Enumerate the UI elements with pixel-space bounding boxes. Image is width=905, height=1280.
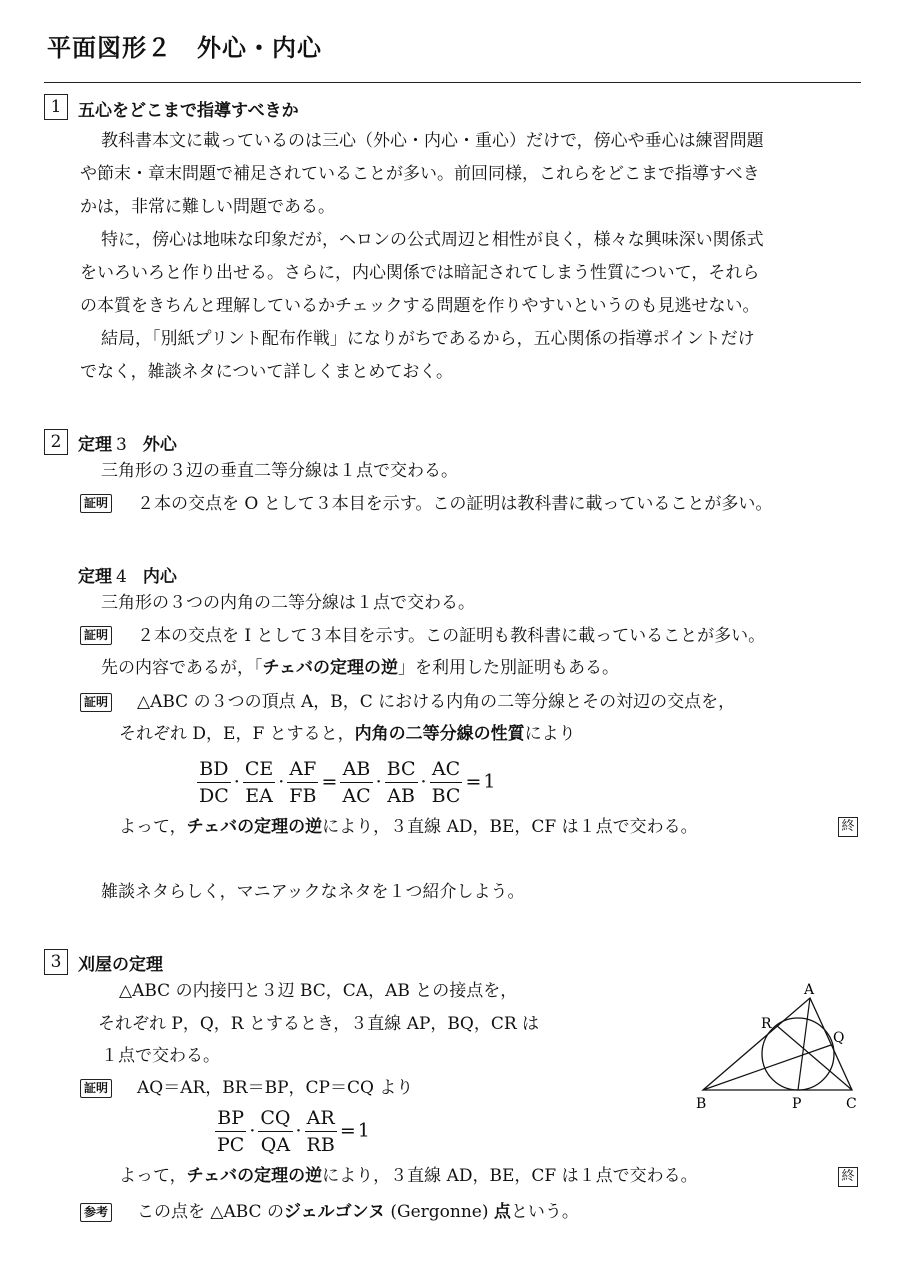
label-b: B xyxy=(696,1096,707,1112)
conclusion-text: よって， xyxy=(119,1166,187,1186)
section-2-number: 2 xyxy=(44,429,68,455)
multiply-dot: · xyxy=(249,1119,256,1142)
s1-line: 教科書本文に載っているのは三心（外心・内心・重心）だけで，傍心や垂心は練習問題 xyxy=(101,131,764,151)
s1-line: の本質をきちんと理解しているかチェックする問題を作りやすいというのも見逃せない。 xyxy=(80,296,760,316)
denominator: DC xyxy=(199,785,229,807)
theorem-3-heading xyxy=(78,430,177,455)
proof-badge: 証明 xyxy=(80,1079,112,1098)
s3-statement-line: それぞれ P，Q，R とするとき，３直線 AP，BQ，CR は xyxy=(98,1014,540,1034)
theorem-4-conclusion xyxy=(119,811,698,844)
conclusion-bold-text: チェバの定理の逆 xyxy=(186,1166,323,1186)
reference-text: (Gergonne) xyxy=(384,1202,494,1222)
denominator: PC xyxy=(217,1134,245,1156)
label-c: C xyxy=(846,1096,857,1112)
proof-badge: 証明 xyxy=(80,494,112,513)
denominator: FB xyxy=(289,785,317,807)
s1-line: 結局，「別紙プリント配布作戦」になりがちであるから，五心関係の指導ポイントだけ xyxy=(101,329,755,349)
denominator: AC xyxy=(342,785,371,807)
equals-sign: = xyxy=(465,770,482,793)
end-mark: 終 xyxy=(838,817,858,837)
theorem-name: 外心 xyxy=(142,435,177,455)
numerator: AC xyxy=(430,756,463,783)
cevian-ap xyxy=(798,998,810,1090)
title-divider xyxy=(44,82,861,83)
denominator: RB xyxy=(306,1134,335,1156)
incircle-triangle-figure xyxy=(690,975,870,1115)
note-bold-text: チェバの定理の逆 xyxy=(262,658,398,678)
triangle-abc xyxy=(703,998,852,1090)
s1-line: や節末・章末問題で補足されていることが多い。前回同様，これらをどこまで指導すべき xyxy=(80,164,760,184)
numerator: AF xyxy=(287,756,318,783)
numerator: CQ xyxy=(258,1105,292,1132)
s1-line: でなく，雑談ネタについて詳しくまとめておく。 xyxy=(80,362,453,382)
theorem-number: 3 xyxy=(116,435,127,455)
fraction xyxy=(215,1105,246,1158)
theorem-4-proof2-line1: △ABC の３つの頂点 A，B，C における内角の二等分線とその対辺の交点を， xyxy=(137,692,736,712)
reference-badge: 参考 xyxy=(80,1203,112,1222)
formula-result: 1 xyxy=(483,770,496,793)
numerator: BC xyxy=(385,756,418,783)
numerator: BD xyxy=(197,756,231,783)
fraction xyxy=(340,756,372,809)
proof-badge: 証明 xyxy=(80,626,112,645)
theorem-4-statement: 三角形の３つの内角の二等分線は１点で交わる。 xyxy=(101,593,475,613)
fraction xyxy=(430,756,463,809)
theorem-name: 内心 xyxy=(142,567,177,587)
multiply-dot: · xyxy=(278,770,285,793)
proof-badge: 証明 xyxy=(80,693,112,712)
theorem-4-heading xyxy=(78,562,177,587)
section-1-heading: 五心をどこまで指導すべきか xyxy=(78,101,299,121)
theorem-4-note xyxy=(101,652,619,685)
equals-sign: = xyxy=(321,770,338,793)
note-text: 」を利用した別証明もある。 xyxy=(398,658,619,678)
label-q: Q xyxy=(833,1030,845,1046)
numerator: CE xyxy=(243,756,275,783)
s1-line: 特に，傍心は地味な印象だが，ヘロンの公式周辺と相性が良く，様々な興味深い関係式 xyxy=(101,230,764,250)
theorem-number: 4 xyxy=(116,567,127,587)
conclusion-text: よって， xyxy=(119,817,187,837)
multiply-dot: · xyxy=(295,1119,302,1142)
reference-bold-text: ジェルゴンヌ xyxy=(283,1202,385,1222)
reference-bold-text: 点 xyxy=(493,1202,511,1222)
fraction xyxy=(385,756,418,809)
numerator: BP xyxy=(215,1105,246,1132)
section-1-number: 1 xyxy=(44,94,68,120)
page-title: 平面図形２ 外心・内心 xyxy=(47,34,322,62)
gergonne-formula xyxy=(214,1105,370,1158)
incircle xyxy=(762,1018,834,1090)
theorem-4-proof2-line2 xyxy=(119,718,576,751)
reference-text: この点を △ABC の xyxy=(137,1202,284,1222)
theorem-3-statement: 三角形の３辺の垂直二等分線は１点で交わる。 xyxy=(101,461,458,481)
note-text: 先の内容であるが，「 xyxy=(101,658,263,678)
s3-statement-line: １点で交わる。 xyxy=(101,1046,220,1066)
s3-reference xyxy=(137,1196,579,1229)
s3-statement-line: △ABC の内接円と３辺 BC，CA，AB との接点を， xyxy=(119,981,518,1001)
denominator: BC xyxy=(431,785,461,807)
theorem-label: 定理 xyxy=(78,435,112,455)
numerator: AB xyxy=(340,756,372,783)
chat-note: 雑談ネタらしく，マニアックなネタを１つ紹介しよう。 xyxy=(101,882,525,902)
fraction xyxy=(243,756,275,809)
denominator: AB xyxy=(387,785,415,807)
theorem-3-proof: ２本の交点を O として３本目を示す。この証明は教科書に載っていることが多い。 xyxy=(137,494,773,514)
ceva-formula xyxy=(196,756,495,809)
multiply-dot: · xyxy=(420,770,427,793)
s3-proof-line: AQ＝AR，BR＝BP，CP＝CQ より xyxy=(137,1078,414,1098)
denominator: EA xyxy=(245,785,273,807)
equals-sign: = xyxy=(339,1119,356,1142)
fraction xyxy=(305,1105,337,1158)
s1-line: をいろいろと作り出せる。さらに，内心関係では暗記されてしまう性質について，それら xyxy=(80,263,760,283)
conclusion-text: により，３直線 AD，BE，CF は１点で交わる。 xyxy=(322,1166,698,1186)
fraction xyxy=(287,756,318,809)
reference-text: という。 xyxy=(510,1202,579,1222)
s1-line: かは，非常に難しい問題である。 xyxy=(80,197,335,217)
section-3-heading: 刈屋の定理 xyxy=(78,955,163,975)
section-3-number: 3 xyxy=(44,949,68,975)
label-p: P xyxy=(792,1096,802,1112)
label-r: R xyxy=(761,1016,772,1032)
proof-text: それぞれ D，E，F とすると， xyxy=(119,724,355,744)
proof-bold-text: 内角の二等分線の性質 xyxy=(354,724,525,744)
formula-result: 1 xyxy=(357,1119,370,1142)
multiply-dot: · xyxy=(375,770,382,793)
end-mark: 終 xyxy=(838,1167,858,1187)
proof-text: により xyxy=(524,724,576,744)
conclusion-bold-text: チェバの定理の逆 xyxy=(186,817,323,837)
conclusion-text: により，３直線 AD，BE，CF は１点で交わる。 xyxy=(322,817,698,837)
fraction xyxy=(197,756,231,809)
label-a: A xyxy=(804,982,815,998)
numerator: AR xyxy=(305,1105,337,1132)
fraction xyxy=(258,1105,292,1158)
cevian-bq xyxy=(703,1045,831,1090)
theorem-label: 定理 xyxy=(78,567,112,587)
multiply-dot: · xyxy=(233,770,240,793)
s3-conclusion xyxy=(119,1160,698,1193)
denominator: QA xyxy=(260,1134,291,1156)
theorem-4-proof: ２本の交点を I として３本目を示す。この証明も教科書に載っていることが多い。 xyxy=(137,626,766,646)
